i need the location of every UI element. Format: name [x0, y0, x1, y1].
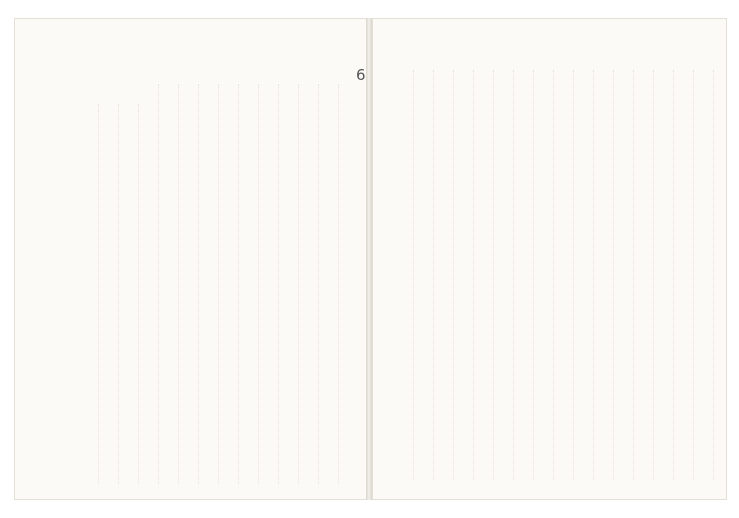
text-column	[125, 104, 139, 484]
text-column	[640, 70, 654, 480]
page-number: 6	[356, 66, 366, 84]
text-column	[285, 84, 299, 484]
text-column	[600, 70, 614, 480]
text-column	[460, 70, 474, 480]
text-column	[105, 104, 119, 484]
text-column	[245, 84, 259, 484]
text-column	[660, 70, 674, 480]
text-column	[440, 70, 454, 480]
text-column	[325, 84, 339, 484]
binding-label	[114, 40, 128, 100]
text-column	[185, 84, 199, 484]
text-column	[540, 70, 554, 480]
text-column	[560, 70, 574, 480]
text-column	[145, 84, 159, 484]
binding-label	[128, 40, 142, 96]
text-column	[620, 70, 634, 480]
text-column	[680, 70, 694, 480]
text-column	[400, 70, 414, 480]
text-column	[700, 70, 714, 480]
text-column	[580, 70, 594, 480]
text-column	[500, 70, 514, 480]
text-column	[305, 84, 319, 484]
text-column	[165, 84, 179, 484]
text-column	[480, 70, 494, 480]
text-column	[85, 104, 99, 484]
text-column	[265, 84, 279, 484]
text-column	[420, 70, 434, 480]
text-column	[205, 84, 219, 484]
text-column	[520, 70, 534, 480]
text-column	[225, 84, 239, 484]
